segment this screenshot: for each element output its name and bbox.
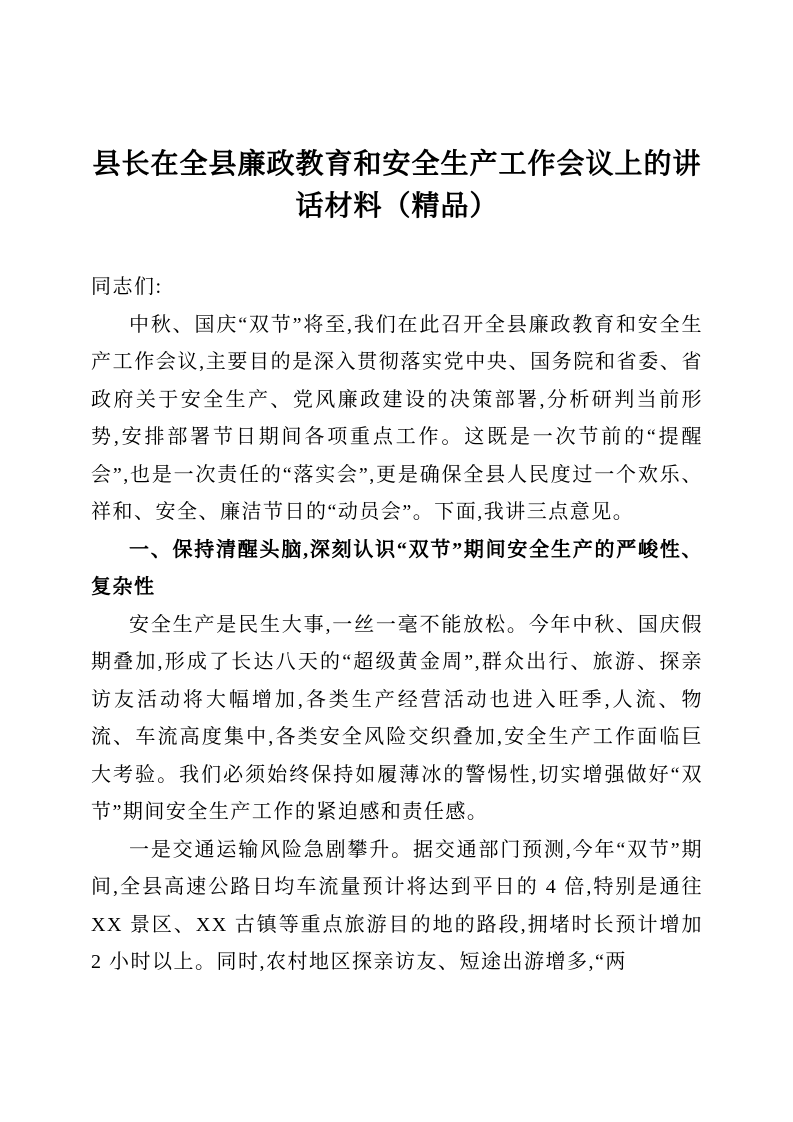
paragraph-body: 安全生产是民生大事,一丝一毫不能放松。今年中秋、国庆假期叠加,形成了长达八天的“超级黄金周”,群众出行、旅游、探亲访友活动将大幅增加,各类生产经营活动也进入旺季,人流、物流、车流高度集中,各类安全风险交织叠加,安全生产工作面临巨大考验。我们必须始终保持如履薄冰的警惕性,切实增强做好“双节”期间安全生产工作的紧迫感和责任感。: [91, 613, 703, 823]
paragraph-salutation: 同志们:: [91, 276, 163, 298]
paragraph-body: 一是交通运输风险急剧攀升。据交通部门预测,今年“双节”期间,全县高速公路日均车流量预计将达到平日的 4 倍,特别是通往 XX 景区、XX 古镇等重点旅游目的地的路段,拥堵时长预计增加 2 小时以上。同时,农村地区探亲访友、短途出游增多,“两: [91, 838, 703, 973]
paragraph-intro: 中秋、国庆“双节”将至,我们在此召开全县廉政教育和安全生产工作会议,主要目的是深入贯彻落实党中央、国务院和省委、省政府关于安全生产、党风廉政建设的决策部署,分析研判当前形势,安排部署节日期间各项重点工作。这既是一次节前的“提醒会”,也是一次责任的“落实会”,更是确保全县人民度过一个欢乐、祥和、安全、廉洁节日的“动员会”。下面,我讲三点意见。: [91, 313, 703, 523]
paragraph-section-heading: 一、保持清醒头脑,深刻认识“双节”期间安全生产的严峻性、复杂性: [91, 538, 703, 598]
document-title: 县长在全县廉政教育和安全生产工作会议上的讲话材料（精品）: [92, 149, 702, 222]
document-content: [91, 144, 703, 982]
